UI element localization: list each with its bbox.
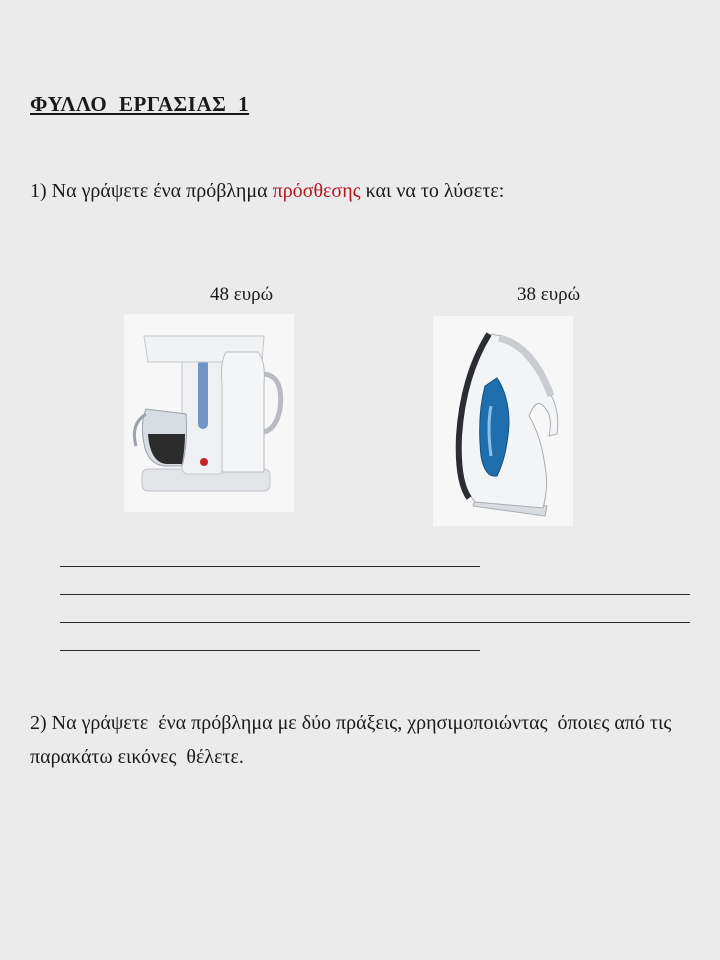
question-2-line-1: 2) Να γράψετε ένα πρόβλημα με δύο πράξεις, χρησιμοποιώντας όποιες από τις [30, 712, 672, 734]
coffee-maker-price: 48 ευρώ [210, 284, 274, 305]
question-1 [30, 180, 504, 203]
answer-line-4 [60, 650, 480, 651]
question-1-suffix: και να το λύσετε: [360, 180, 505, 202]
coffee-maker-image [124, 314, 294, 512]
question-1-highlight: πρόσθεσης [272, 180, 361, 202]
worksheet-title: ΦΥΛΛΟ ΕΡΓΑΣΙΑΣ 1 [30, 92, 250, 116]
question-2 [30, 706, 671, 774]
iron-icon [433, 316, 573, 526]
question-1-prefix: 1) Να γράψετε ένα πρόβλημα [30, 180, 273, 202]
question-2-line-2: παρακάτω εικόνες θέλετε. [30, 746, 244, 768]
answer-line-2 [60, 594, 690, 595]
coffee-maker-icon [124, 314, 294, 512]
iron-price: 38 ευρώ [517, 284, 581, 305]
answer-line-3 [60, 622, 690, 623]
iron-image [433, 316, 573, 526]
answer-line-1 [60, 566, 480, 567]
